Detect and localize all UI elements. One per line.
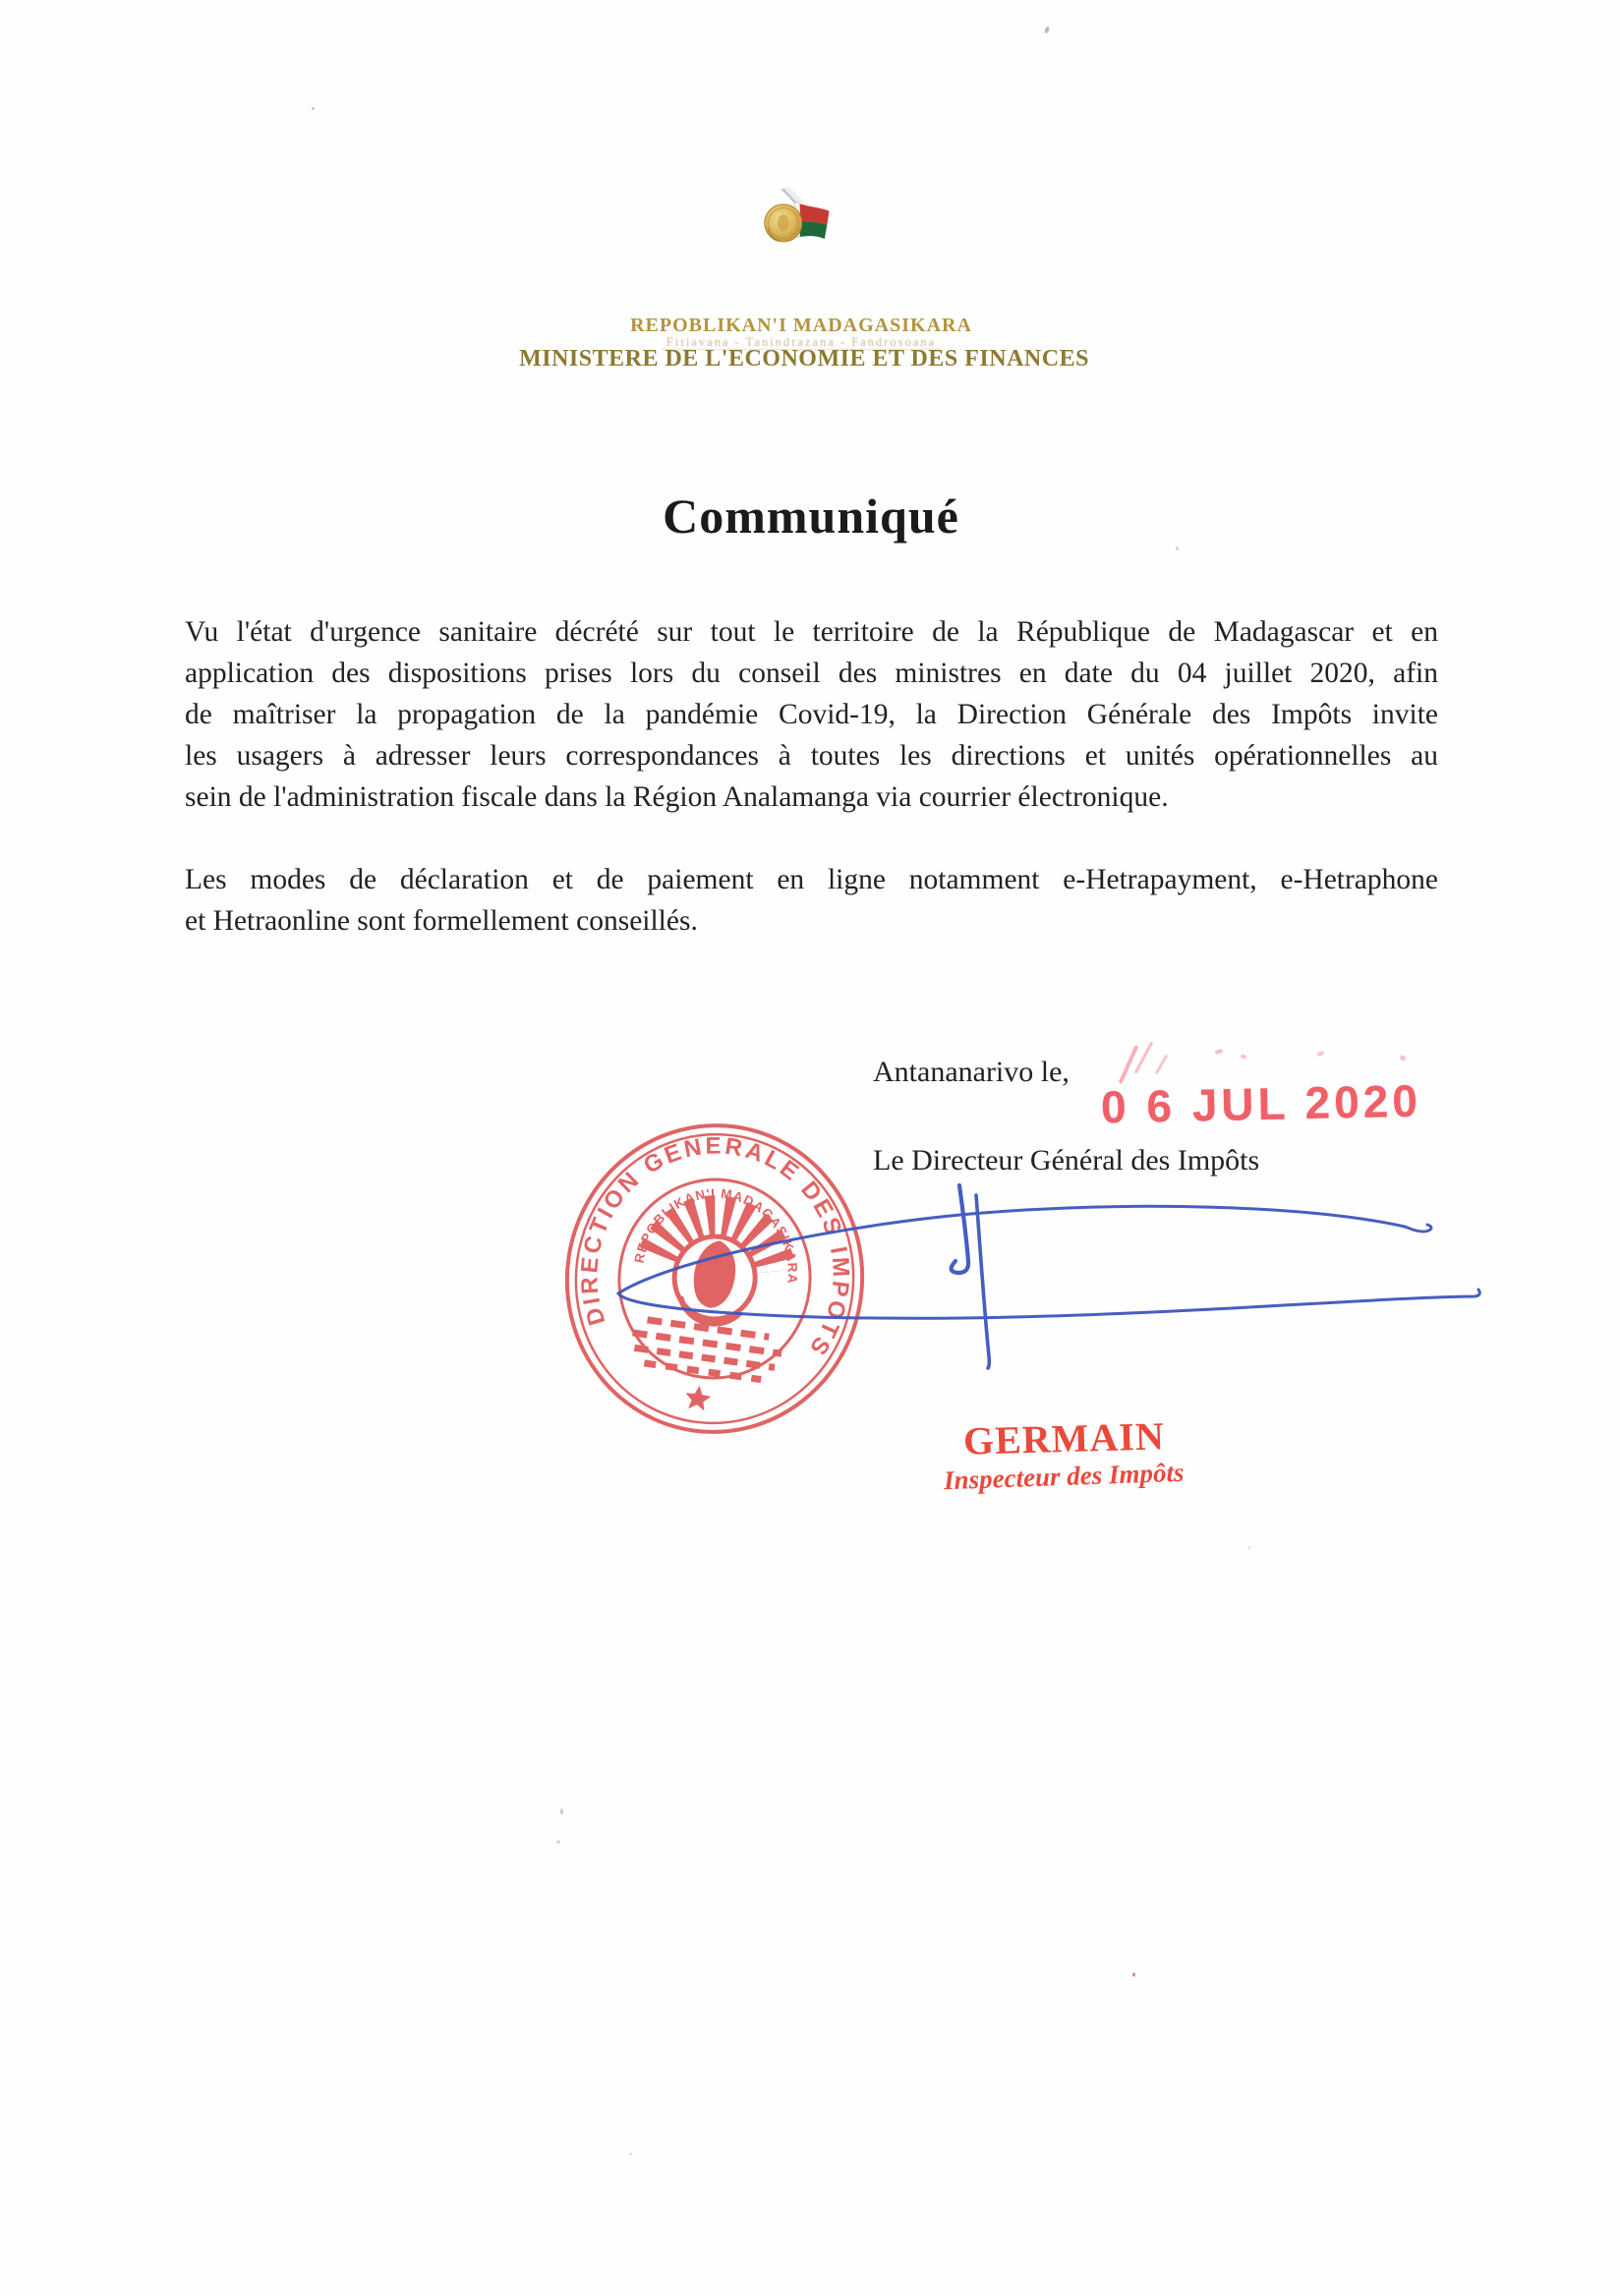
ink-smudge — [1240, 1054, 1246, 1060]
document-title: Communiqué — [663, 488, 959, 544]
paragraph-1 — [185, 611, 1438, 818]
scan-speck — [1044, 27, 1050, 34]
scan-speck — [629, 2152, 632, 2155]
paragraph-1-line: application des dispositions prises lors du conseil des ministres en date du 04 juillet 2020, afin — [185, 658, 1438, 689]
ministry-name-line: MINISTERE DE L'ECONOMIE ET DES FINANCES — [519, 346, 1089, 372]
scan-speck — [1132, 1973, 1135, 1977]
republic-name-line: REPOBLIKAN'I MADAGASIKARA — [630, 315, 972, 336]
handwritten-signature — [590, 1175, 1543, 1420]
scan-speck — [560, 1808, 563, 1814]
paragraph-1-line: les usagers à adresser leurs correspondances à toutes les directions et unités opérationnelles au — [185, 740, 1438, 772]
paragraph-1-line: sein de l'administration fiscale dans la Région Analamanga via courrier électronique. — [185, 781, 1169, 813]
signatory-title-line: Le Directeur Général des Impôts — [873, 1144, 1260, 1177]
signatory-role-stamp: Inspecteur des Impôts — [943, 1457, 1185, 1496]
ink-smudge — [1215, 1049, 1224, 1055]
motto-text: Fitiavana - Tanindrazana - Fandrosoana — [663, 335, 940, 350]
ink-smudge — [1317, 1051, 1325, 1057]
ministry-seal-and-flag-logo — [649, 187, 944, 324]
scan-speck — [1176, 546, 1179, 550]
signature-vertical-stroke — [952, 1185, 968, 1273]
paragraph-2-line: Les modes de déclaration et de paiement en ligne notamment e-Hetrapayment, e-Hetraphone — [185, 864, 1438, 895]
signature-vertical-stroke — [976, 1195, 989, 1368]
scan-speck — [1248, 1546, 1250, 1549]
scan-speck — [556, 1840, 560, 1844]
stamp-outer-ring-text: DIRECTION GENERALE DES IMPOTS — [576, 1132, 854, 1362]
signatory-name-stamp: GERMAIN — [962, 1413, 1166, 1464]
ink-smudge — [1155, 1055, 1169, 1075]
red-date-stamp: 0 6 JUL 2020 — [1100, 1074, 1422, 1133]
paragraph-1-line: Vu l'état d'urgence sanitaire décrété sur tout le territoire de la République de Madagascar et en — [185, 616, 1438, 648]
paragraph-2 — [185, 859, 1438, 942]
medal-figure — [778, 214, 789, 231]
ink-smudge — [1399, 1055, 1407, 1062]
stamp-inner-ring-text: REPOBLIKAN'I MADAGASIKARA — [631, 1185, 800, 1286]
place-and-date-line: Antananarivo le, — [873, 1056, 1070, 1088]
signature-loop-stroke — [618, 1206, 1479, 1318]
ink-smudge — [1119, 1045, 1139, 1084]
scan-speck — [312, 107, 315, 110]
paragraph-1-line: de maîtriser la propagation de la pandémie Covid-19, la Direction Générale des Impôts invite — [185, 699, 1438, 730]
paragraph-2-line: et Hetraonline sont formellement conseillés. — [185, 905, 698, 937]
